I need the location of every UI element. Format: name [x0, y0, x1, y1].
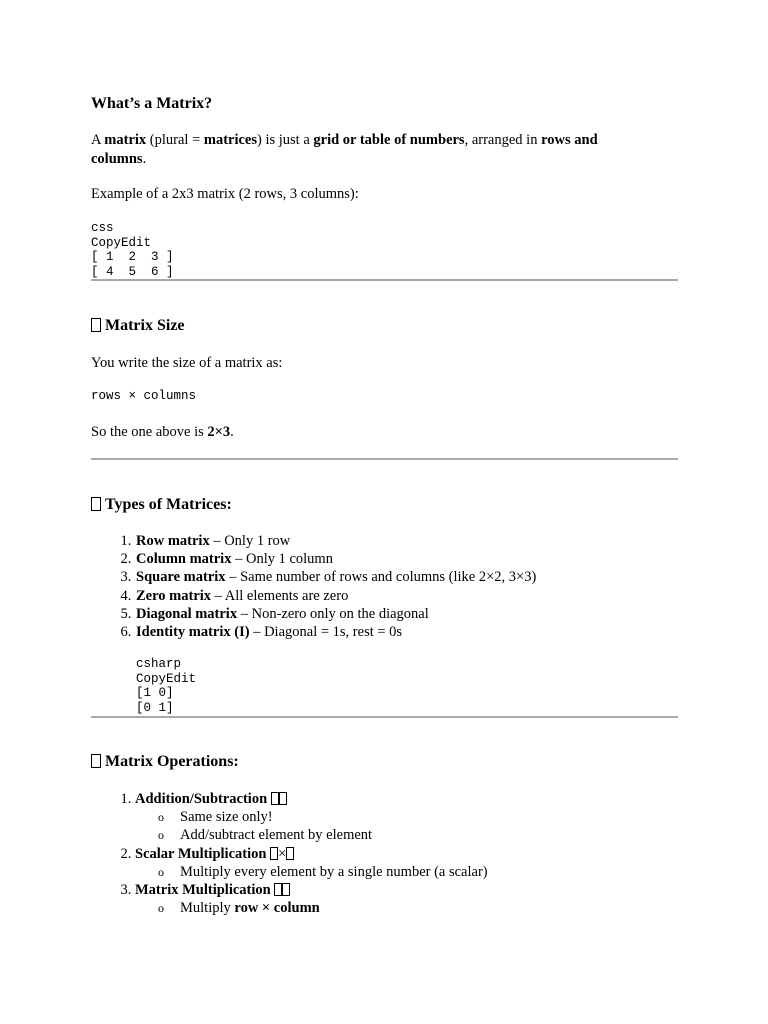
code-line: [1 0] — [136, 686, 174, 701]
list-item: 6. Identity matrix (I) – Diagonal = 1s, rest = 0s — [135, 623, 695, 641]
heading-matrix-size: Matrix Size — [91, 316, 185, 336]
missing-glyph-icon — [286, 847, 294, 860]
divider — [91, 279, 678, 281]
missing-glyph-icon — [271, 792, 279, 805]
list-item: 1. Addition/Subtraction o Same size only! o Add/subtract element by element — [135, 790, 695, 845]
size-code: rows × columns — [91, 389, 197, 403]
divider — [91, 716, 678, 718]
types-list — [91, 532, 695, 641]
list-item: 1. Row matrix – Only 1 row — [135, 532, 695, 550]
heading-whats-a-matrix: What’s a Matrix? — [91, 95, 213, 112]
size-example: So the one above is 2×3. — [91, 424, 234, 440]
code-block-2x3 — [91, 221, 174, 279]
missing-glyph-icon — [282, 883, 290, 896]
sub-list-item: o Same size only! — [180, 808, 695, 826]
list-item: 4. Zero matrix – All elements are zero — [135, 587, 695, 605]
code-lang-label: csharp — [136, 657, 182, 671]
sub-list — [135, 863, 695, 881]
list-item: 3. Matrix Multiplication o Multiply row × column — [135, 881, 695, 917]
matrix-definition: A matrix (plural = matrices) is just a grid or table of numbers, arranged in rows and columns. — [91, 132, 598, 167]
list-item: 2. Scalar Multiplication × o Multiply every element by a single number (a scalar) — [135, 845, 695, 881]
copy-edit-label[interactable]: CopyEdit — [91, 235, 152, 250]
missing-glyph-icon — [91, 497, 101, 511]
heading-types-of-matrices: Types of Matrices: — [91, 495, 232, 515]
code-line: [ 4 5 6 ] — [91, 264, 174, 279]
sub-list-item: o Multiply row × column — [180, 899, 695, 917]
missing-glyph-icon — [279, 792, 287, 805]
sub-list — [135, 808, 695, 844]
size-intro: You write the size of a matrix as: — [91, 355, 283, 371]
code-lang-label: css — [91, 221, 114, 235]
sub-list-item: o Multiply every element by a single number (a scalar) — [180, 863, 695, 881]
sub-list — [135, 899, 695, 917]
list-item: 5. Diagonal matrix – Non-zero only on the diagonal — [135, 605, 695, 623]
list-item: 3. Square matrix – Same number of rows and columns (like 2×2, 3×3) — [135, 568, 695, 586]
list-item: 2. Column matrix – Only 1 column — [135, 550, 695, 568]
missing-glyph-icon — [91, 754, 101, 768]
missing-glyph-icon — [91, 318, 101, 332]
code-line: [ 1 2 3 ] — [91, 250, 174, 265]
code-block-identity — [136, 657, 196, 715]
missing-glyph-icon — [270, 847, 278, 860]
operations-list — [91, 790, 695, 917]
missing-glyph-icon — [274, 883, 282, 896]
copy-edit-label[interactable]: CopyEdit — [136, 671, 197, 686]
code-line: [0 1] — [136, 700, 174, 715]
example-caption: Example of a 2x3 matrix (2 rows, 3 columns): — [91, 186, 359, 202]
divider — [91, 458, 678, 460]
sub-list-item: o Add/subtract element by element — [180, 826, 695, 844]
heading-matrix-operations: Matrix Operations: — [91, 752, 239, 772]
